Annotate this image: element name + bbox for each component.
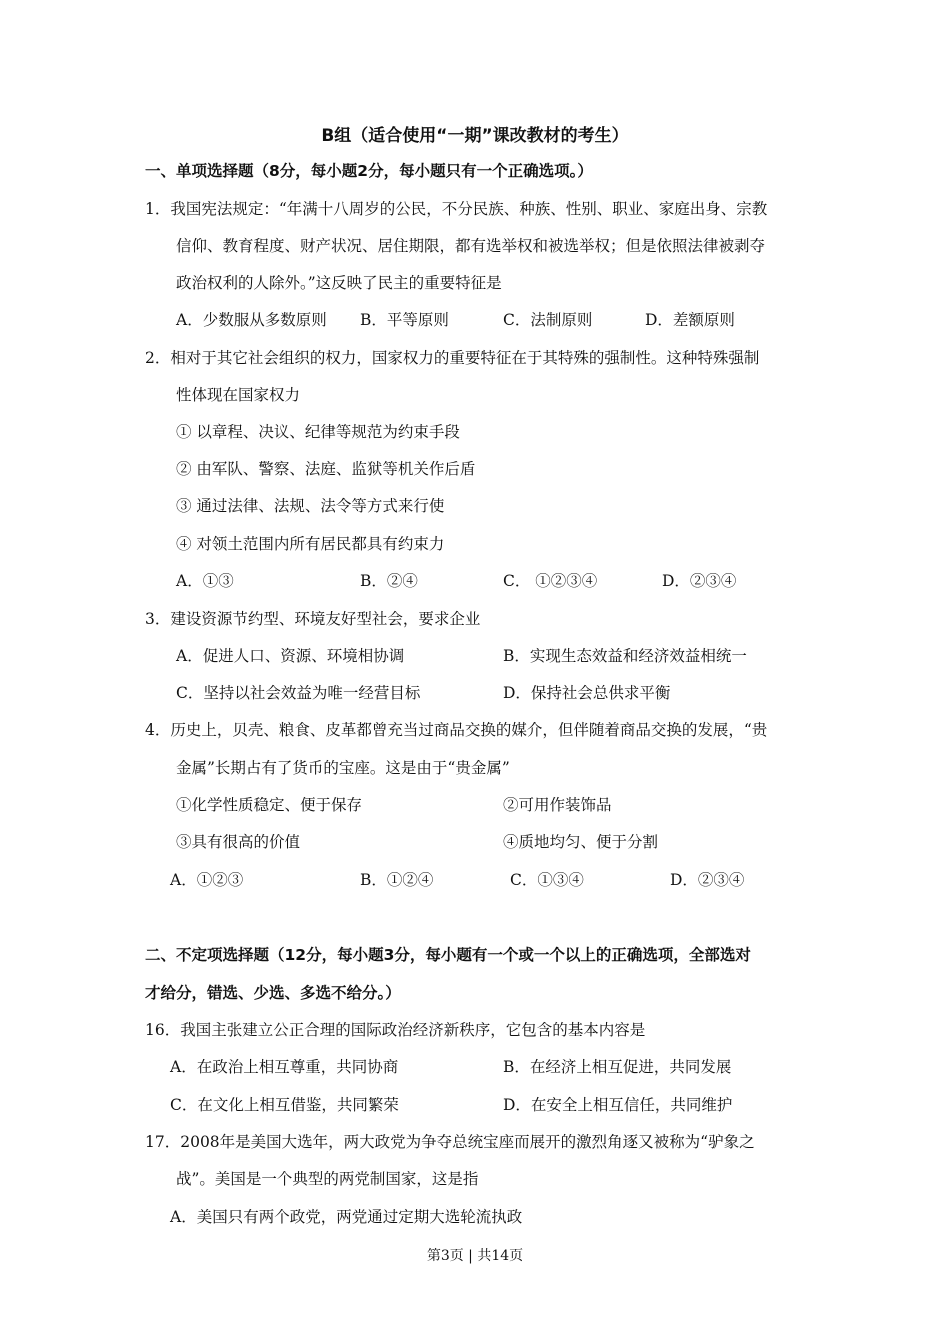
q4-line2: 金属”长期占有了货币的宝座。这是由于“贵金属” <box>176 759 510 777</box>
q17-option-a: A．美国只有两个政党，两党通过定期大选轮流执政 <box>170 1208 523 1226</box>
q2-item-1: ① 以章程、决议、纪律等规范为约束手段 <box>176 423 460 441</box>
q2-item-2: ② 由军队、警察、法庭、监狱等机关作后盾 <box>176 460 476 478</box>
q3-option-a: A．促进人口、资源、环境相协调 <box>176 647 405 665</box>
q4-item-2: ②可用作装饰品 <box>503 796 612 814</box>
q1-line1: 1．我国宪法规定：“年满十八周岁的公民，不分民族、种族、性别、职业、家庭出身、宗教 <box>145 200 768 218</box>
q3-line1: 3．建设资源节约型、环境友好型社会，要求企业 <box>145 610 481 628</box>
q1-option-a: A．少数服从多数原则 <box>176 311 327 329</box>
q17-line2: 战”。美国是一个典型的两党制国家，这是指 <box>176 1170 479 1188</box>
q16-option-d: D．在安全上相互信任，共同维护 <box>503 1096 733 1114</box>
q1-option-d: D．差额原则 <box>645 311 735 329</box>
q2-option-c: C． ①②③④ <box>503 572 598 590</box>
q4-option-d: D．②③④ <box>670 871 745 889</box>
section1-heading: 一、单项选择题（8分，每小题2分，每小题只有一个正确选项。） <box>145 162 593 180</box>
q4-item-4: ④质地均匀、便于分割 <box>503 833 659 851</box>
q2-option-a: A．①③ <box>176 572 234 590</box>
q2-line2: 性体现在国家权力 <box>176 386 301 404</box>
q4-option-a: A．①②③ <box>170 871 244 889</box>
q3-option-d: D．保持社会总供求平衡 <box>503 684 671 702</box>
section2-heading-line2: 才给分，错选、少选、多选不给分。） <box>145 984 401 1002</box>
q16-option-c: C．在文化上相互借鉴，共同繁荣 <box>170 1096 399 1114</box>
q16-line1: 16．我国主张建立公正合理的国际政治经济新秩序，它包含的基本内容是 <box>145 1021 646 1039</box>
q4-item-1: ①化学性质稳定、便于保存 <box>176 796 363 814</box>
q1-line2: 信仰、教育程度、财产状况、居住期限，都有选举权和被选举权；但是依照法律被剥夺 <box>176 237 766 255</box>
q2-option-d: D．②③④ <box>662 572 737 590</box>
q4-item-3: ③具有很高的价值 <box>176 833 301 851</box>
page-title: B组（适合使用“一期”课改教材的考生） <box>321 126 629 146</box>
q16-option-a: A．在政治上相互尊重，共同协商 <box>170 1058 399 1076</box>
q1-option-b: B．平等原则 <box>360 311 449 329</box>
q2-item-4: ④ 对领土范围内所有居民都具有约束力 <box>176 535 445 553</box>
q3-option-b: B．实现生态效益和经济效益相统一 <box>503 647 747 665</box>
section2-heading-line1: 二、不定项选择题（12分，每小题3分，每小题有一个或一个以上的正确选项，全部选对 <box>145 946 751 964</box>
page-footer: 第3页 | 共14页 <box>426 1248 524 1264</box>
q4-line1: 4．历史上，贝壳、粮食、皮革都曾充当过商品交换的媒介，但伴随着商品交换的发展，“贵 <box>145 721 768 739</box>
q4-option-b: B．①②④ <box>360 871 434 889</box>
q16-option-b: B．在经济上相互促进，共同发展 <box>503 1058 732 1076</box>
q2-option-b: B．②④ <box>360 572 418 590</box>
q1-line3: 政治权利的人除外。”这反映了民主的重要特征是 <box>176 274 502 292</box>
q1-option-c: C．法制原则 <box>503 311 593 329</box>
q3-option-c: C．坚持以社会效益为唯一经营目标 <box>176 684 421 702</box>
q4-option-c: C．①③④ <box>510 871 584 889</box>
q2-line1: 2．相对于其它社会组织的权力，国家权力的重要特征在于其特殊的强制性。这种特殊强制 <box>145 349 760 367</box>
q2-item-3: ③ 通过法律、法规、法令等方式来行使 <box>176 497 445 515</box>
q17-line1: 17．2008年是美国大选年，两大政党为争夺总统宝座而展开的激烈角逐又被称为“驴象之 <box>145 1133 755 1151</box>
